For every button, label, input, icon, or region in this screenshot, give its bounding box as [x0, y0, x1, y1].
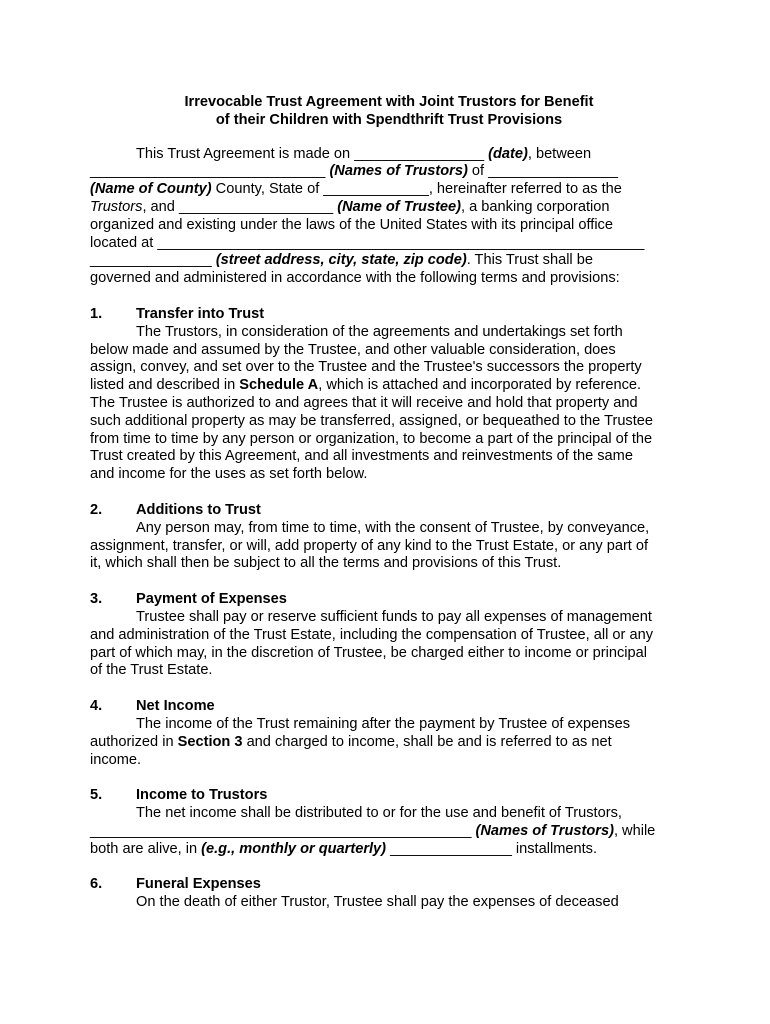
section-heading: 3. Payment of Expenses: [90, 591, 287, 608]
section-paragraph: The income of the Trust remaining after the payment by Trustee of expenses authorized in Section 3 and charged to income, shall be and is referred to as net income.: [90, 715, 631, 768]
section-heading: 5. Income to Trustors: [90, 787, 268, 804]
section-income-to-trustors: [90, 787, 688, 858]
section-net-income: [90, 698, 688, 769]
section-paragraph: Any person may, from time to time, with the consent of Trustee, by conveyance, assignment, transfer, or will, add property of any kind to the Trust Estate, or any part of it, which shall then be subject to all the terms and provisions of this Trust.: [90, 519, 650, 572]
section-heading: 1. Transfer into Trust: [90, 305, 265, 322]
section-heading: 2. Additions to Trust: [90, 501, 261, 518]
document-body: [90, 94, 688, 912]
section-paragraph: On the death of either Trustor, Trustee shall pay the expenses of deceased: [136, 894, 619, 911]
section-heading: 6. Funeral Expenses: [90, 876, 261, 893]
title-line-2: of their Children with Spendthrift Trust Provisions: [215, 111, 563, 128]
title-line-1: Irrevocable Trust Agreement with Joint Trustors for Benefit: [184, 94, 594, 110]
section-transfer-into-trust: [90, 306, 688, 484]
section-paragraph: The net income shall be distributed to or for the use and benefit of Trustors, _______________________________________________ (Names of Trustors), while both are alive, in (e.g., monthly or quarterly) _______________ installments.: [90, 805, 656, 857]
section-funeral-expenses: [90, 876, 688, 912]
document-title: [90, 94, 688, 130]
section-paragraph: Trustee shall pay or reserve sufficient funds to pay all expenses of management and administration of the Trust Estate, including the compensation of Trustee, all or any part of which may, in the discretion of Trustee, be charged either to income or principal of the Trust Estate.: [90, 608, 653, 679]
section-paragraph: The Trustors, in consideration of the agreements and undertakings set forth below made and assumed by the Trustee, and other valuable consideration, does assign, convey, and set over to the Trustee and the Trustee's successors the property listed and described in Schedule A, which is attached and incorporated by reference. The Trustee is authorized to and agrees that it will receive and hold that property and such additional property as may be transferred, assigned, or bequeathed to the Trustee from time to time by any person or organization, to become a part of the principal of the Trust created by this Agreement, and all investments and reinvestments of the same and income for the uses as set forth below.: [90, 323, 654, 483]
section-payment-of-expenses: [90, 591, 688, 680]
section-heading: 4. Net Income: [90, 698, 215, 715]
intro-paragraph: This Trust Agreement is made on ________________ (date), between _____________________________ (Names of Trustors) of ________________ (Name of County) County, State of _____________, hereinafter referred to as the Trustors, and ___________________ (Name of Trustee), a banking corporation organized and existing under the laws of the United States with its principal office located at ____________________________________________________________ _______________ (street address, city, state, zip code). This Trust shall be governed and administered in accordance with the following terms and provisions:: [90, 145, 645, 287]
section-additions-to-trust: [90, 502, 688, 573]
